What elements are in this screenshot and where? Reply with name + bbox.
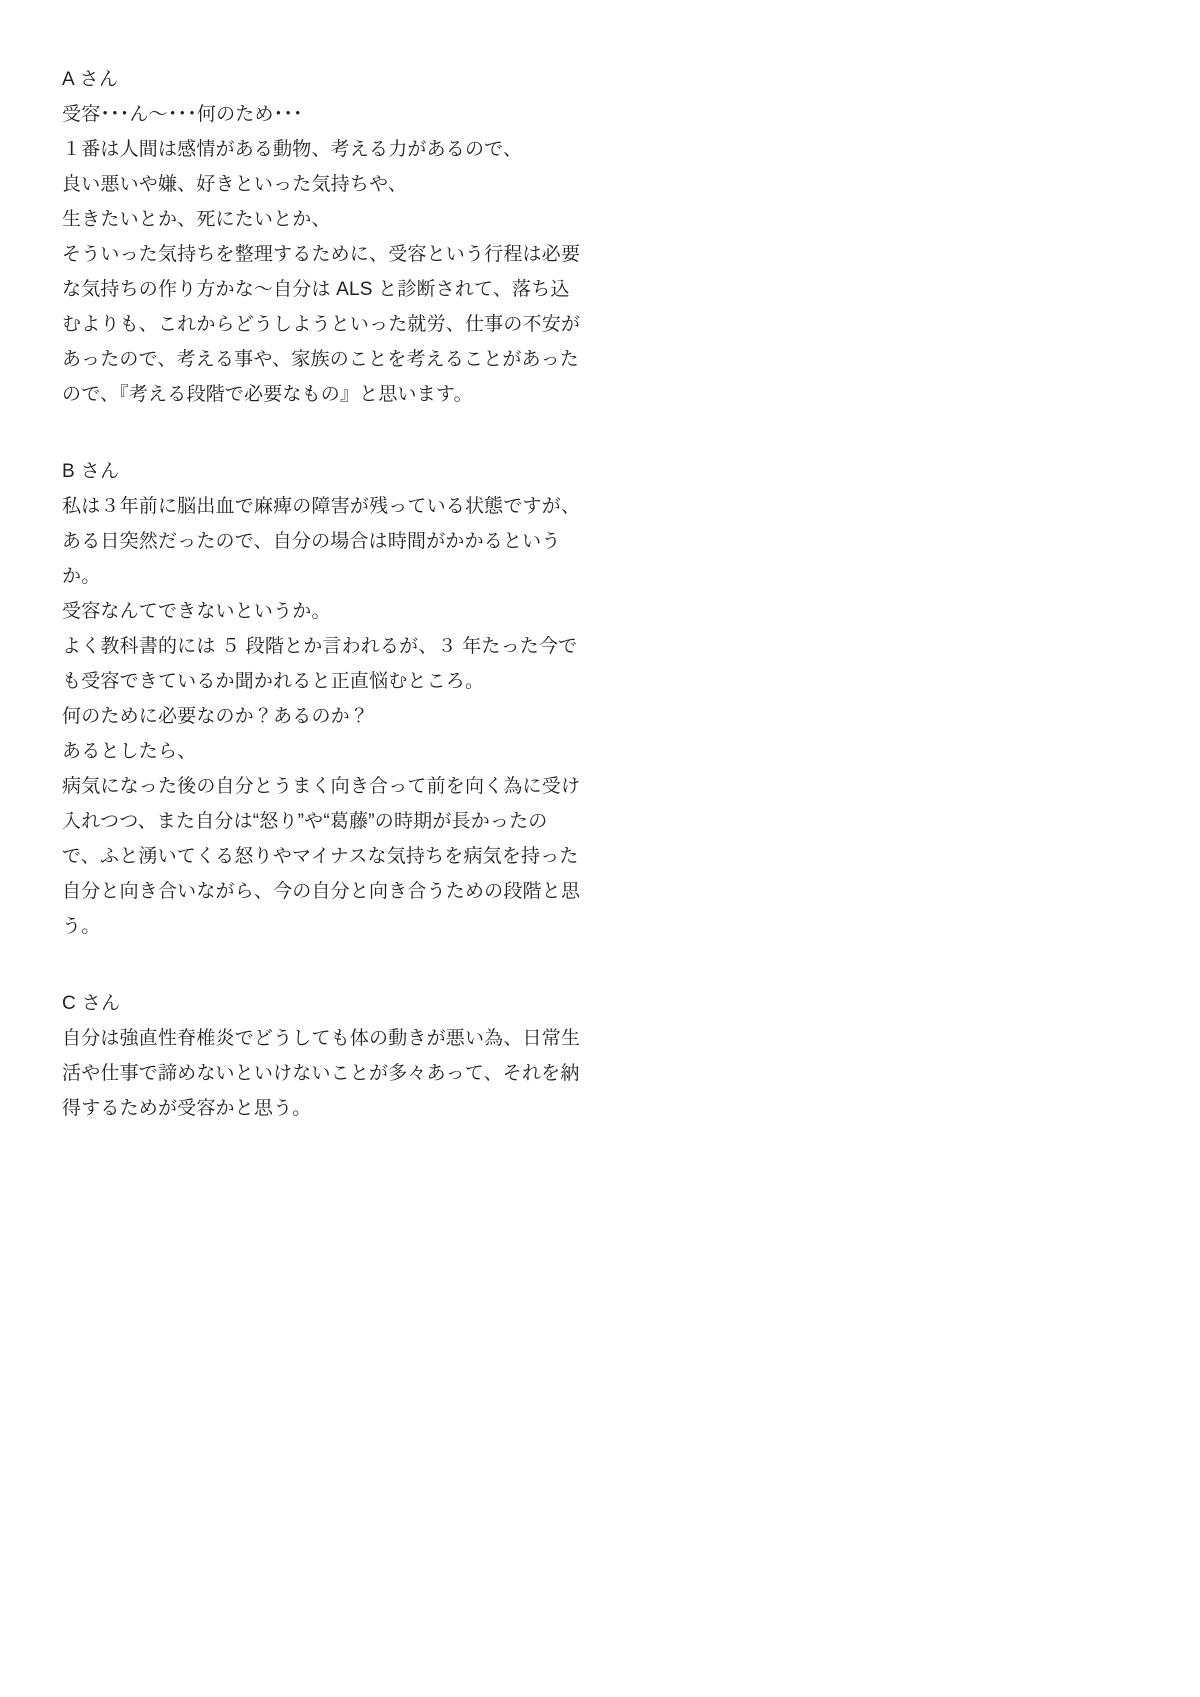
speaker-label-b: B さん xyxy=(62,461,120,482)
speaker-label-c: C さん xyxy=(62,993,121,1014)
paragraph-a-3: 良い悪いや嫌、好きといった気持ちや、 xyxy=(62,174,408,195)
speaker-label-a: A さん xyxy=(62,69,119,90)
paragraph-a-5: そういった気持ちを整理するために、受容という行程は必要な気持ちの作り方かな〜自分は ALS と診断されて、落ち込むよりも、これからどうしようといった就労、仕事の不安があったので、考える事や、家族のことを考えることがあったので、『考える段階で必要なもの』と思います。 xyxy=(62,244,581,405)
paragraph-b-2: 受容なんてできないというか。 xyxy=(62,601,331,622)
testimonial-block-c xyxy=(62,986,582,1126)
document-body xyxy=(62,62,582,1126)
testimonial-block-b xyxy=(62,454,582,944)
paragraph-a-1: 受容･･･ん〜･･･何のため･･･ xyxy=(62,104,303,125)
paragraph-b-4: 何のために必要なのか？あるのか？ xyxy=(62,706,370,727)
paragraph-b-5: あるとしたら、 xyxy=(62,741,197,762)
paragraph-b-3: よく教科書的には ５ 段階とか言われるが、３ 年たった今でも受容できているか聞かれると正直悩むところ。 xyxy=(62,636,578,692)
paragraph-a-4: 生きたいとか、死にたいとか、 xyxy=(62,209,331,230)
paragraph-b-1: 私は３年前に脳出血で麻痺の障害が残っている状態ですが、ある日突然だったので、自分の場合は時間がかかるというか。 xyxy=(62,496,581,587)
testimonial-block-a xyxy=(62,62,582,412)
paragraph-c-1: 自分は強直性脊椎炎でどうしても体の動きが悪い為、日常生活や仕事で諦めないといけないことが多々あって、それを納得するためが受容かと思う。 xyxy=(62,1028,581,1119)
paragraph-a-2: １番は人間は感情がある動物、考える力があるので、 xyxy=(62,139,523,160)
paragraph-b-6: 病気になった後の自分とうまく向き合って前を向く為に受け入れつつ、また自分は“怒り”や“葛藤”の時期が長かったので、ふと湧いてくる怒りやマイナスな気持ちを病気を持った自分と向き合いながら、今の自分と向き合うための段階と思う。 xyxy=(62,776,581,937)
